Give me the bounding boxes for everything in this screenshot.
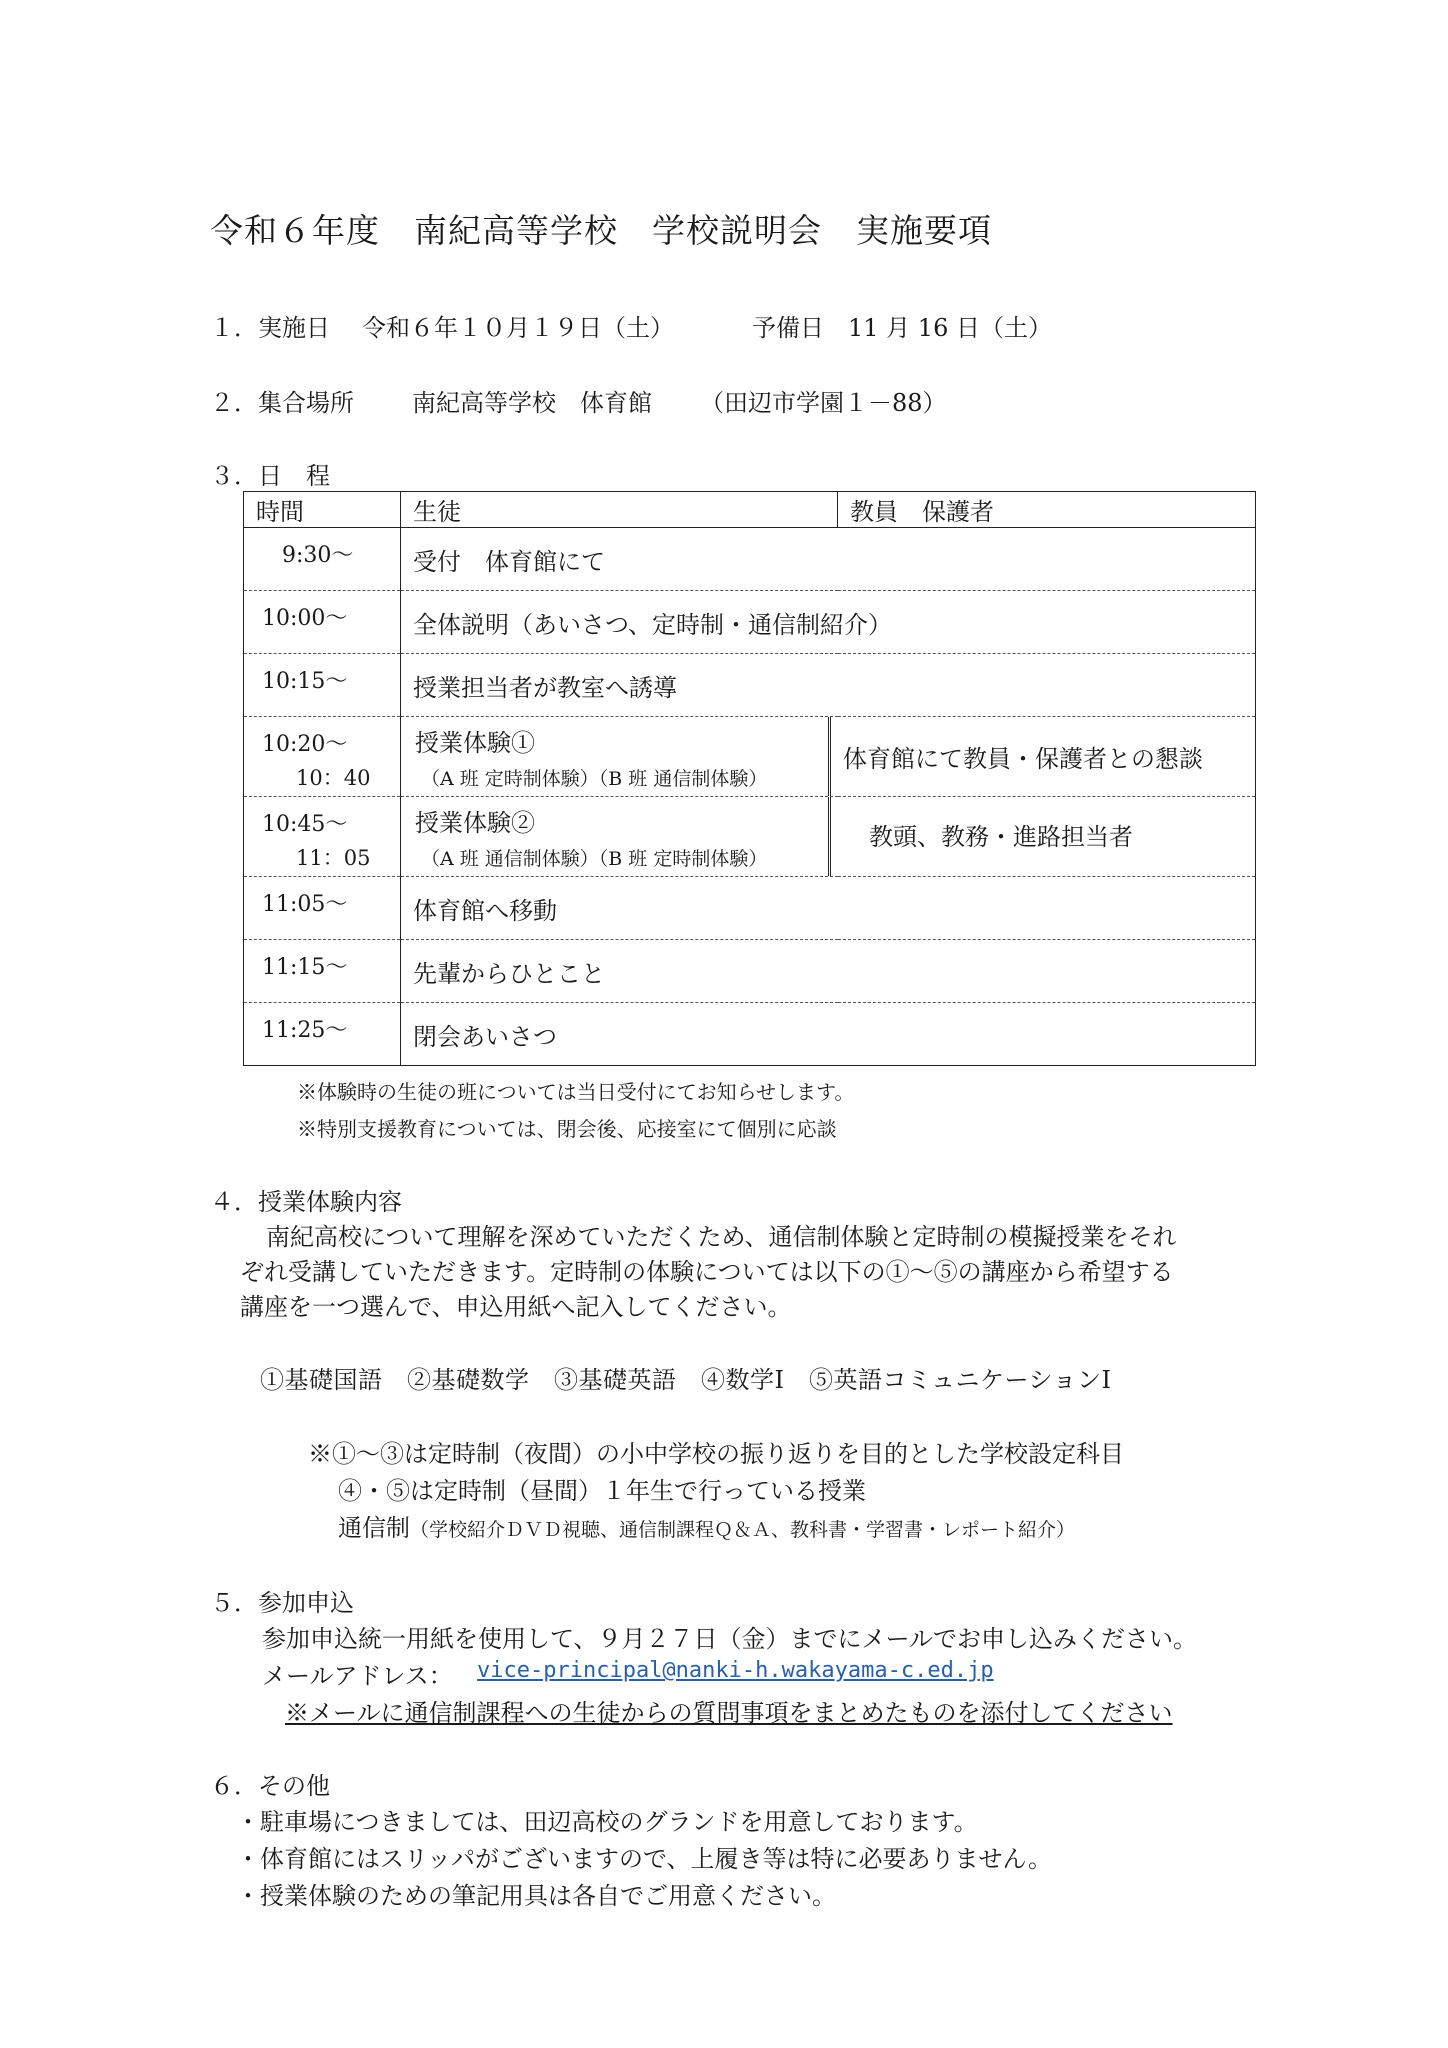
row-content: 受付 体育館にて — [401, 528, 1256, 591]
course-note-3-lead: 通信制 — [338, 1514, 410, 1542]
email-link[interactable]: vice-principal@nanki-h.wakayama-c.ed.jp — [477, 1658, 994, 1683]
application-note: ※メールに通信制課程への生徒からの質問事項をまとめたものを添付してください — [285, 1699, 1173, 1727]
section4-para-line3: 講座を一つ選んで、申込用紙へ記入してください。 — [240, 1293, 792, 1321]
row-student-cell — [401, 797, 831, 876]
schedule-note-1: ※体験時の生徒の班については当日受付にてお知らせします。 — [297, 1080, 855, 1104]
row-time: 11:15～ — [244, 940, 401, 1003]
header-staff: 教員 保護者 — [838, 492, 1256, 528]
section4-label: ４．授業体験内容 — [210, 1188, 402, 1216]
row-time-end: 11：05 — [296, 846, 371, 870]
schedule-header-row — [244, 492, 1256, 528]
row-time: 9:30～ — [244, 528, 401, 591]
row-split — [401, 717, 1256, 797]
header-student: 生徒 — [401, 492, 838, 528]
row-content: 閉会あいさつ — [401, 1003, 1256, 1066]
table-row — [244, 654, 1256, 717]
page-title: 令和６年度 南紀高等学校 学校説明会 実施要項 — [210, 211, 992, 250]
row-staff: 教頭、教務・進路担当者 — [869, 823, 1133, 851]
row-time: 10:00～ — [244, 591, 401, 654]
table-row — [244, 528, 1256, 591]
table-row — [244, 940, 1256, 1003]
table-row — [244, 591, 1256, 654]
row-content: 体育館へ移動 — [401, 877, 1256, 940]
row-content: 全体説明（あいさつ、定時制・通信制紹介） — [401, 591, 1256, 654]
reserve-date: 11 月 16 日（土） — [848, 314, 1052, 342]
other-item-1: ・駐車場につきましては、田辺高校のグランドを用意しております。 — [236, 1808, 978, 1836]
row-time: 10:15～ — [244, 654, 401, 717]
row-student-cell — [401, 717, 831, 796]
email-label: メールアドレス： — [262, 1662, 453, 1690]
row-content: 授業担当者が教室へ誘導 — [401, 654, 1256, 717]
section5-label: ５．参加申込 — [210, 1589, 354, 1617]
row-time — [244, 717, 401, 797]
venue: 南紀高等学校 体育館 — [412, 389, 652, 417]
row-staff: 体育館にて教員・保護者との懇談 — [843, 745, 1203, 773]
table-row — [244, 1003, 1256, 1066]
row-content: 授業体験① — [415, 729, 535, 757]
course-note-2: ④・⑤は定時制（昼間）１年生で行っている授業 — [338, 1477, 866, 1505]
other-item-2: ・体育館にはスリッパがございますので、上履き等は特に必要ありません。 — [236, 1845, 1052, 1873]
row-time — [244, 797, 401, 877]
row-time: 11:05～ — [244, 877, 401, 940]
reserve-label: 予備日 — [752, 314, 824, 342]
header-time: 時間 — [244, 492, 401, 528]
schedule-note-2: ※特別支援教育については、閉会後、応接室にて個別に応談 — [297, 1117, 837, 1141]
section2-label: ２．集合場所 — [210, 389, 354, 417]
table-row — [244, 877, 1256, 940]
course-note-3 — [338, 1508, 1075, 1543]
section4-para-line2: ぞれ受講していただきます。定時制の体験については以下の①～⑤の講座から希望する — [240, 1258, 1174, 1286]
schedule-table — [243, 491, 1256, 1066]
course-note-3-detail: （学校紹介ＤＶＤ視聴、通信制課程Ｑ＆Ａ、教科書・学習書・レポート紹介） — [410, 1519, 1076, 1541]
row-content: 授業体験② — [415, 809, 535, 837]
application-instructions: 参加申込統一用紙を使用して、９月２７日（金）までにメールでお申し込みください。 — [262, 1625, 1198, 1653]
table-row — [244, 717, 1256, 797]
section6-label: ６．その他 — [210, 1772, 330, 1800]
row-content: 先輩からひとこと — [401, 940, 1256, 1003]
section4-para-line1: 南紀高校について理解を深めていただくため、通信制体験と定時制の模擬授業をそれ — [266, 1223, 1177, 1251]
row-time-start: 10:45～ — [262, 812, 348, 837]
other-item-3: ・授業体験のための筆記用具は各自でご用意ください。 — [236, 1882, 836, 1910]
row-time-end: 10：40 — [296, 766, 371, 790]
course-list: ①基礎国語 ②基礎数学 ③基礎英語 ④数学Ⅰ ⑤英語コミュニケーションⅠ — [260, 1366, 1112, 1394]
row-time-start: 10:20～ — [262, 732, 348, 757]
row-sub: （A 班 通信制体験）（B 班 定時制体験） — [421, 848, 768, 870]
section1-label: １．実施日 — [210, 314, 330, 342]
course-note-1: ※①～③は定時制（夜間）の小中学校の振り返りを目的とした学校設定科目 — [308, 1440, 1124, 1468]
event-date: 令和６年１０月１９日（土） — [362, 314, 674, 342]
row-split — [401, 797, 1256, 877]
row-time: 11:25～ — [244, 1003, 401, 1066]
row-sub: （A 班 定時制体験）（B 班 通信制体験） — [421, 768, 768, 790]
venue-address: （田辺市学園１－88） — [700, 389, 947, 417]
table-row — [244, 797, 1256, 877]
section3-label: ３．日 程 — [210, 462, 330, 490]
